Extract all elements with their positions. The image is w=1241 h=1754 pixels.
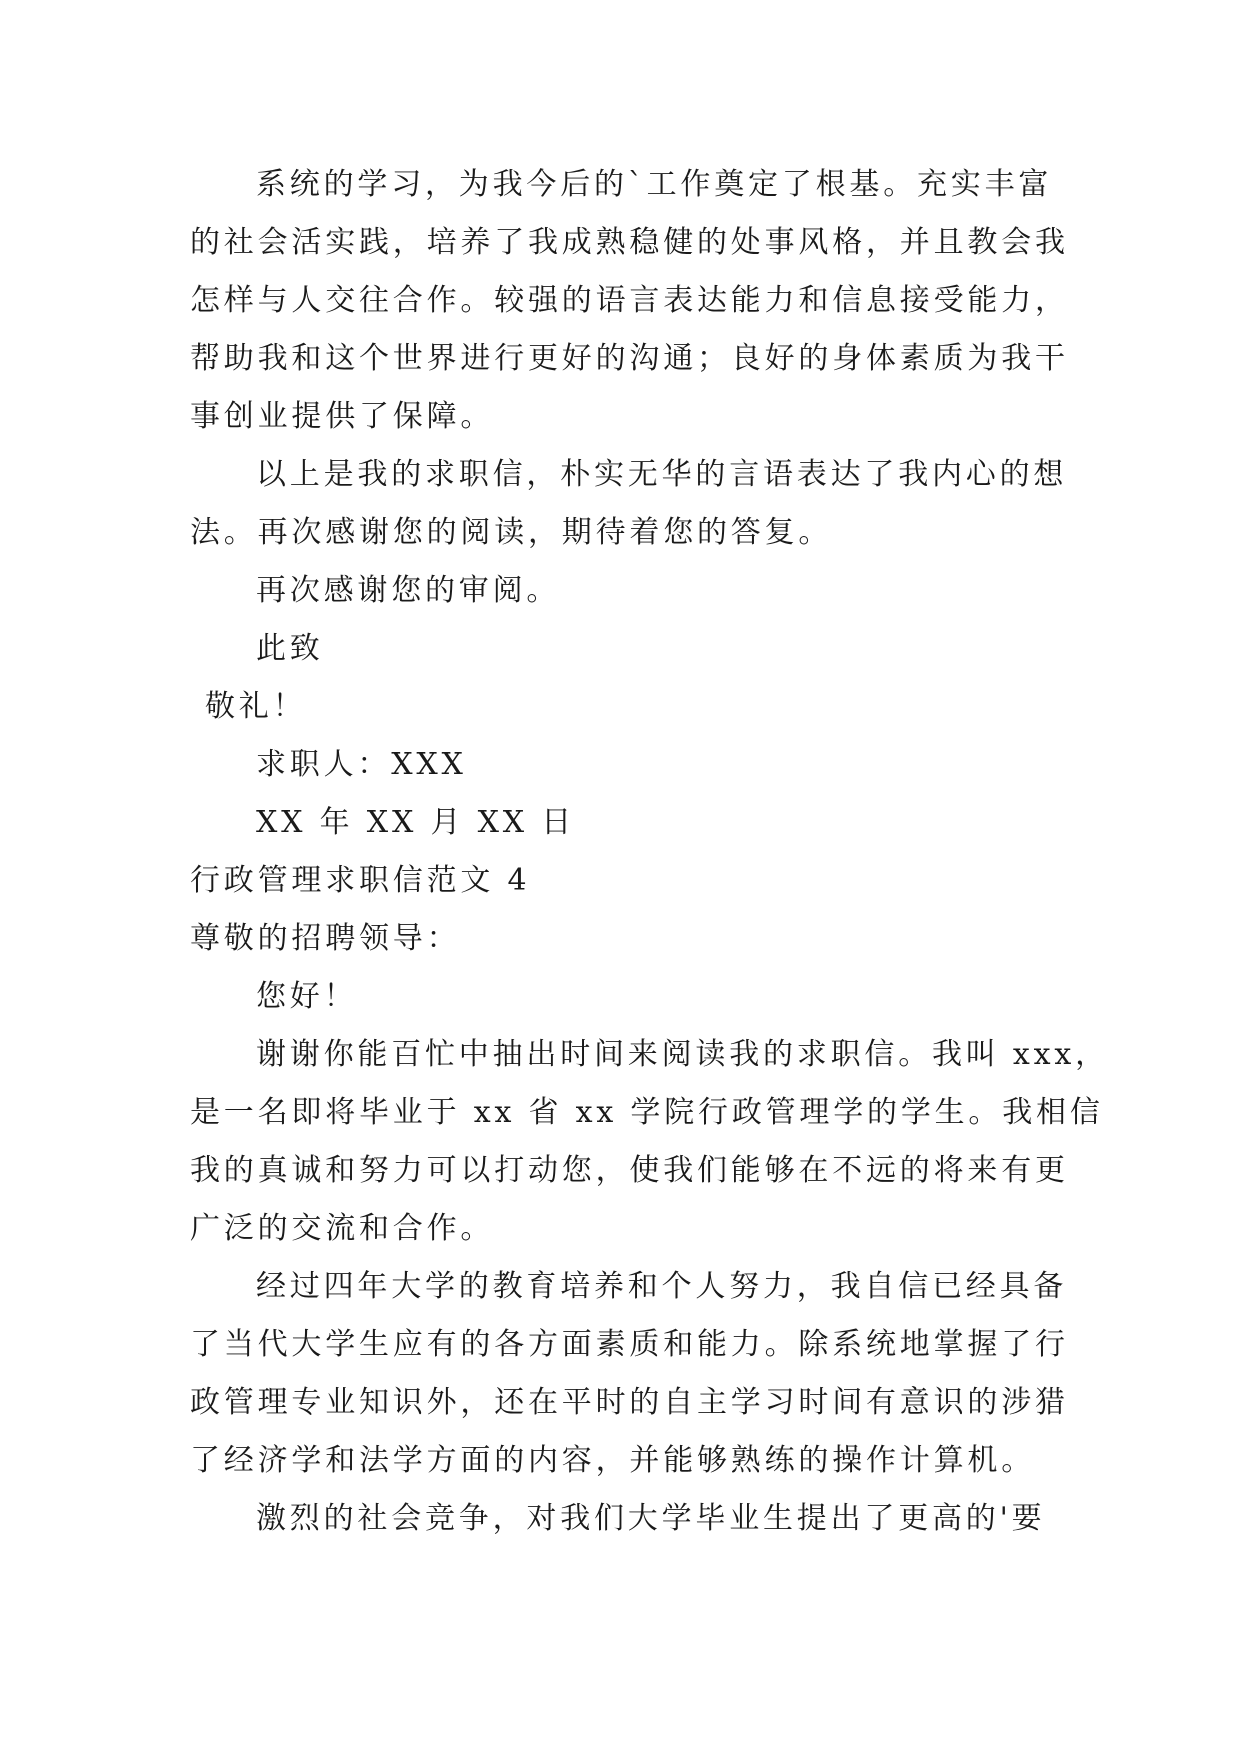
letter-date: XX 年 XX 月 XX 日 bbox=[256, 805, 576, 840]
closing-regards: 敬礼！ bbox=[205, 689, 307, 724]
letter-greeting: 您好！ bbox=[256, 979, 358, 1014]
paragraph-line: 事创业提供了保障。 bbox=[190, 399, 495, 434]
paragraph-line: 谢谢你能百忙中抽出时间来阅读我的求职信。我叫 xxx， bbox=[256, 1037, 1109, 1072]
paragraph-line: 帮助我和这个世界进行更好的沟通；良好的身体素质为我干 bbox=[190, 341, 1069, 376]
closing-salutation: 此致 bbox=[256, 631, 324, 666]
paragraph-line: 经过四年大学的教育培养和个人努力，我自信已经具备 bbox=[256, 1269, 1068, 1304]
paragraph-line: 系统的学习，为我今后的`工作奠定了根基。充实丰富 bbox=[256, 167, 1053, 202]
paragraph-line: 我的真诚和努力可以打动您，使我们能够在不远的将来有更 bbox=[190, 1153, 1069, 1188]
applicant-signature: 求职人：XXX bbox=[256, 747, 467, 782]
paragraph-line: 了经济学和法学方面的内容，并能够熟练的操作计算机。 bbox=[190, 1443, 1035, 1478]
paragraph-line: 的社会活实践，培养了我成熟稳健的处事风格，并且教会我 bbox=[190, 225, 1069, 260]
paragraph-line: 是一名即将毕业于 xx 省 xx 学院行政管理学的学生。我相信 bbox=[190, 1095, 1104, 1130]
section-title: 行政管理求职信范文 4 bbox=[190, 863, 531, 898]
paragraph-line: 激烈的社会竞争，对我们大学毕业生提出了更高的'要 bbox=[256, 1501, 1046, 1536]
paragraph-line: 广泛的交流和合作。 bbox=[190, 1211, 495, 1246]
paragraph-line: 以上是我的求职信，朴实无华的言语表达了我内心的想 bbox=[256, 457, 1068, 492]
closing-thanks: 再次感谢您的审阅。 bbox=[256, 573, 561, 608]
letter-recipient: 尊敬的招聘领导： bbox=[190, 921, 461, 956]
paragraph-line: 法。再次感谢您的阅读，期待着您的答复。 bbox=[190, 515, 833, 550]
paragraph-line: 政管理专业知识外，还在平时的自主学习时间有意识的涉猎 bbox=[190, 1385, 1069, 1420]
paragraph-line: 了当代大学生应有的各方面素质和能力。除系统地掌握了行 bbox=[190, 1327, 1069, 1362]
paragraph-line: 怎样与人交往合作。较强的语言表达能力和信息接受能力， bbox=[190, 283, 1069, 318]
